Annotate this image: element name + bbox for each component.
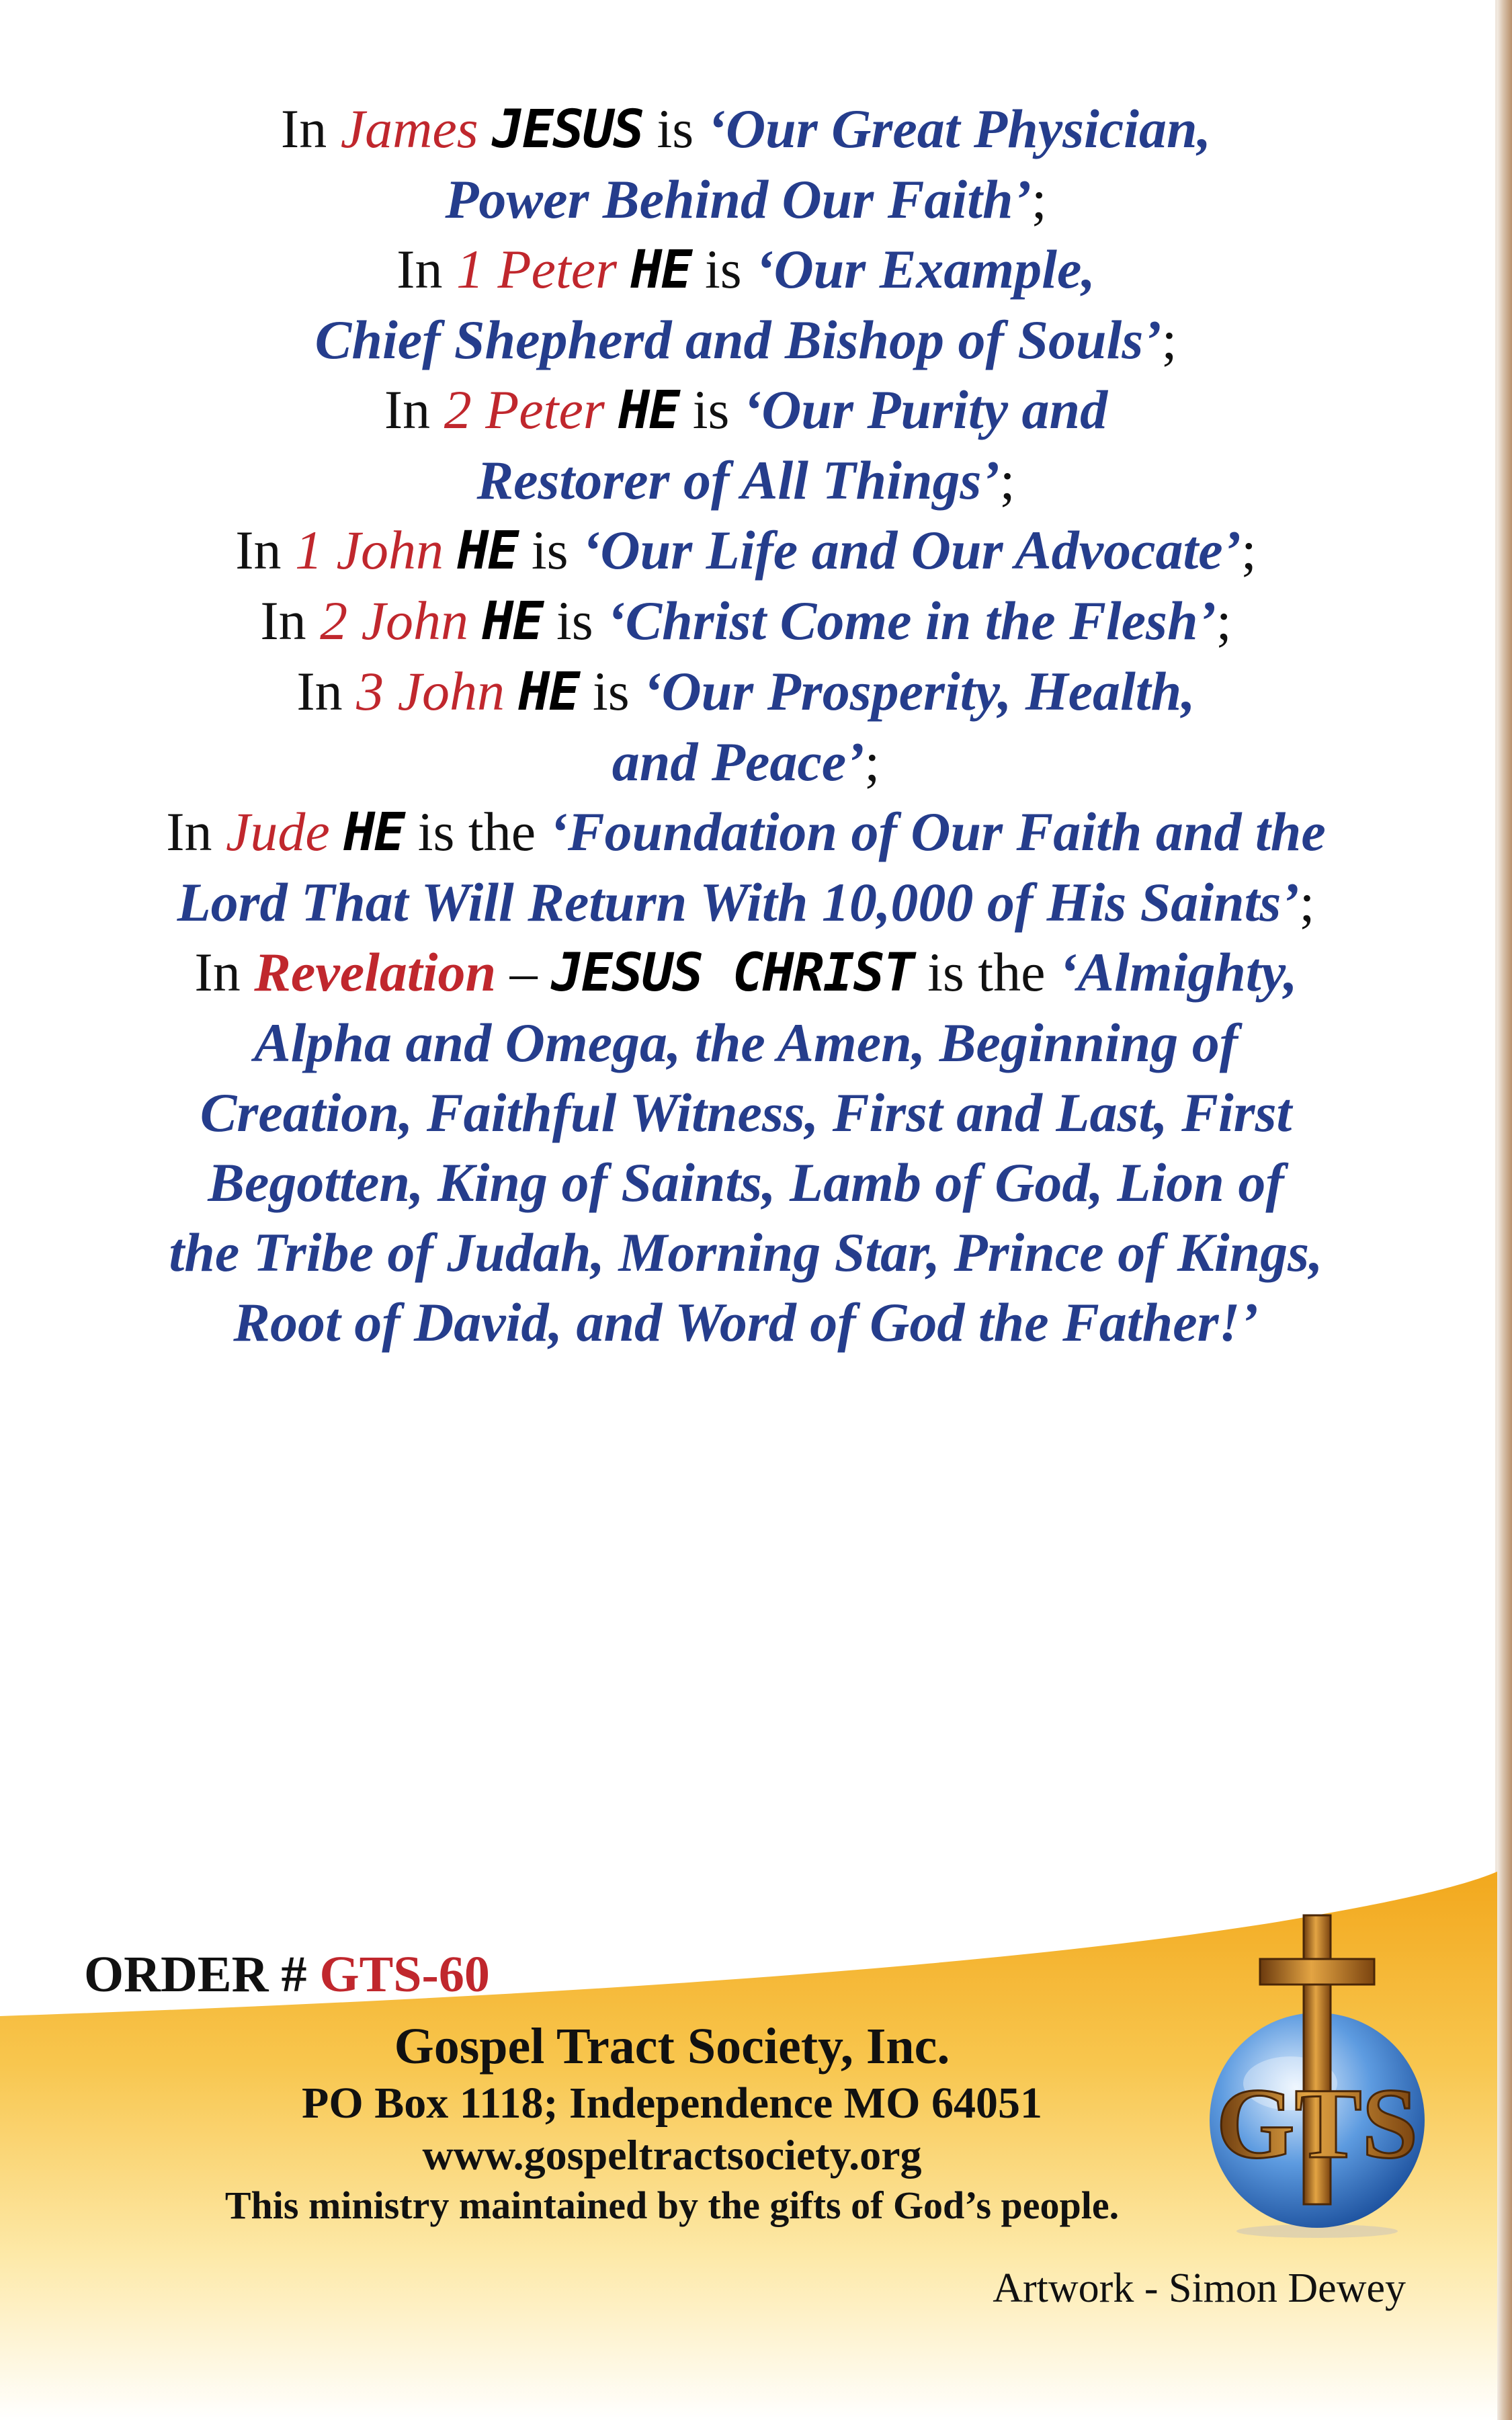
punctuation: ; [864,731,880,792]
title-text: Power Behind Our Faith’ [445,169,1032,230]
title-text: ‘Our Great Physician, [707,98,1212,159]
title-text: ‘Our Purity and [743,379,1108,440]
word-is: is [531,519,569,581]
line-jude-cont [40,868,1452,937]
title-text: the Tribe of Judah, Morning Star, Prince of Kings, [169,1222,1323,1283]
title-text: ‘Almighty, [1058,942,1298,1003]
line-revelation-cont-2 [40,1078,1452,1148]
title-text: Chief Shepherd and Bishop of Souls’ [314,309,1162,370]
title-text: ‘Our Example, [755,239,1095,300]
book-reference: James [340,98,478,159]
punctuation: ; [1031,169,1047,230]
title-text: ‘Our Life and Our Advocate’ [582,519,1241,581]
book-reference: 3 John [356,661,505,722]
title-text: ‘Our Prosperity, Health, [643,661,1195,722]
divine-name: HE [343,802,405,863]
punctuation: ; [1241,519,1257,581]
order-number [84,1946,490,2004]
title-text: and Peace’ [612,731,865,792]
word-in: In [280,98,327,159]
dash: – [509,942,538,1003]
logo-letters: GTS [1216,2068,1419,2179]
divine-name: HE [482,591,543,652]
line-2-john [40,586,1452,657]
line-1-john [40,515,1452,586]
line-1-peter-cont [40,305,1452,375]
title-text: Creation, Faithful Witness, First and Last, First [200,1082,1292,1143]
title-text: Root of David, and Word of God the Father!’ [233,1292,1259,1353]
artwork-credit: Artwork - Simon Dewey [993,2265,1406,2311]
divine-name: HE [618,380,679,441]
book-reference: Revelation [254,942,497,1003]
line-jude [40,797,1452,868]
line-revelation-cont-1 [40,1008,1452,1078]
word-is: is the [417,801,536,862]
word-in: In [235,519,282,581]
line-james-cont [40,165,1452,235]
word-in: In [296,661,343,722]
book-reference: 1 Peter [456,239,618,300]
title-text: Lord That Will Return With 10,000 of His Saints’ [177,872,1300,933]
divine-name: JESUS [492,99,643,160]
title-text: Begotten, King of Saints, Lamb of God, Lion of [208,1152,1284,1213]
line-3-john [40,657,1452,727]
divine-name: JESUS CHRIST [551,943,914,1003]
line-james [40,94,1452,165]
punctuation: ; [1161,309,1177,370]
organization-name: Gospel Tract Society, Inc. [394,2018,950,2075]
word-is: is [704,239,742,300]
title-text: Alpha and Omega, the Amen, Beginning of [253,1012,1238,1073]
word-is: is the [927,942,1046,1003]
book-reference: Jude [226,801,330,862]
mailing-address: PO Box 1118; Independence MO 64051 [302,2079,1042,2128]
word-is: is [657,98,694,159]
scripture-text [40,94,1452,1358]
word-is: is [592,661,630,722]
ministry-statement: This ministry maintained by the gifts of God’s people. [224,2183,1120,2227]
line-1-peter [40,235,1452,305]
punctuation: ; [1299,872,1315,933]
website-link[interactable]: www.gospeltractsociety.org [422,2131,922,2179]
word-in: In [166,801,212,862]
word-is: is [692,379,730,440]
order-label: ORDER # [84,1946,307,2003]
punctuation: ; [999,450,1015,511]
order-code: GTS-60 [319,1946,490,2003]
divine-name: HE [630,240,691,300]
word-in: In [260,590,306,651]
word-in: In [396,239,443,300]
line-revelation-cont-3 [40,1148,1452,1218]
divine-name: HE [518,662,579,722]
line-3-john-cont [40,727,1452,797]
title-text: ‘Foundation of Our Faith and the [549,801,1326,862]
line-revelation [40,937,1452,1008]
book-reference: 1 John [295,519,444,581]
book-reference: 2 John [320,590,469,651]
word-is: is [556,590,593,651]
title-text: ‘Christ Come in the Flesh’ [607,590,1216,651]
word-in: In [384,379,431,440]
gts-cross-globe-logo [1196,1909,1438,2245]
divine-name: HE [457,521,518,581]
punctuation: ; [1216,590,1232,651]
line-revelation-cont-5 [40,1288,1452,1358]
line-2-peter [40,375,1452,446]
title-text: Restorer of All Things’ [476,450,1000,511]
line-revelation-cont-4 [40,1218,1452,1288]
line-2-peter-cont [40,446,1452,515]
book-reference: 2 Peter [444,379,605,440]
word-in: In [194,942,241,1003]
